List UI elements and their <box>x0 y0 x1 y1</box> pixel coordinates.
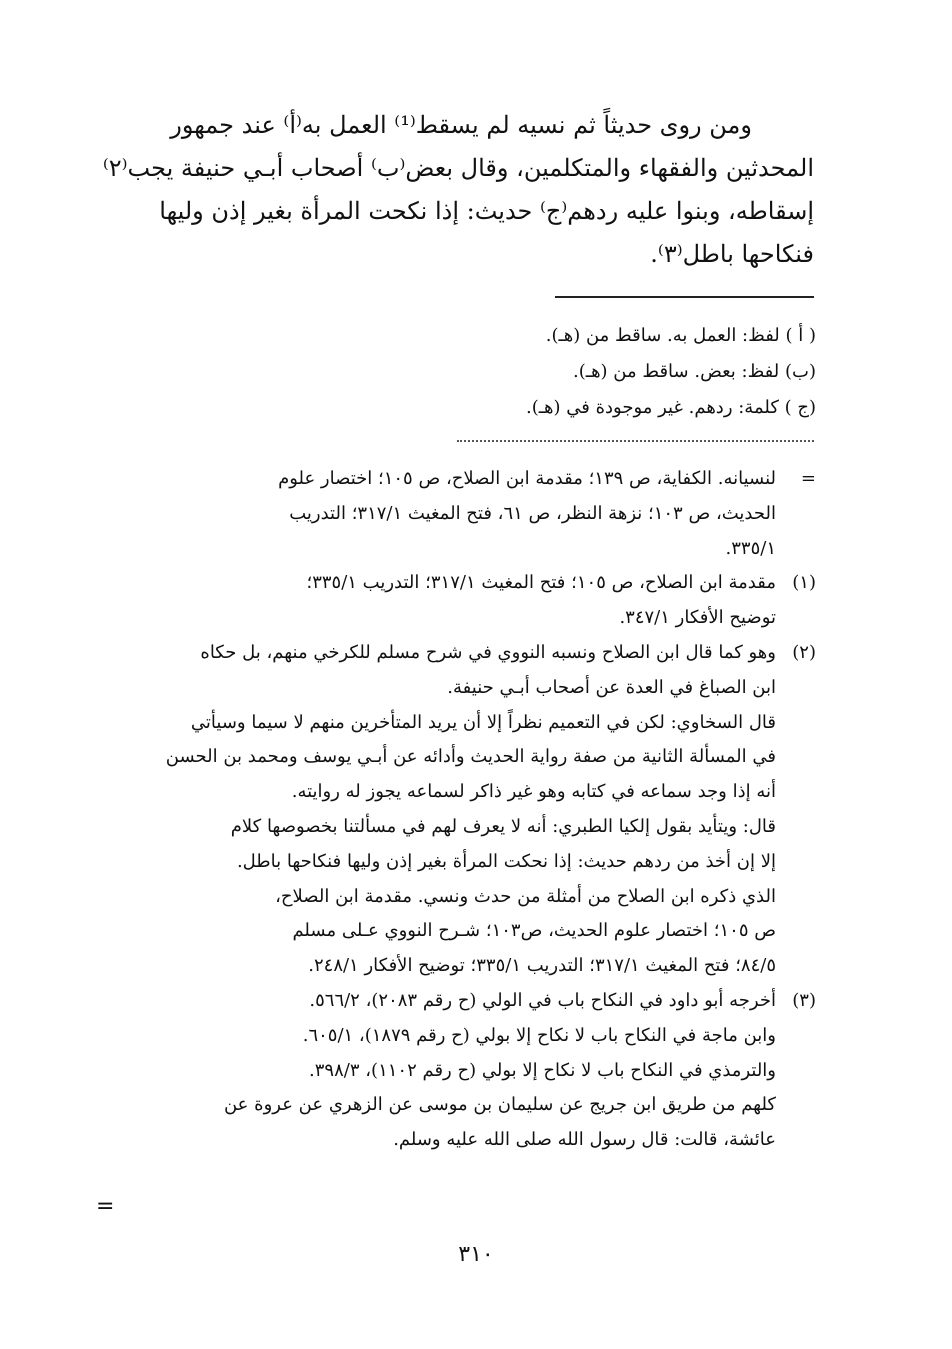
variant-note: (ج ) كلمة: ردهم. غير موجودة في (هـ). <box>526 397 816 418</box>
main-text-line: المحدثين والفقهاء والمتكلمين، وقال بعض⁽ب⁾ أصحاب أبـي حنيفة يجب⁽٢⁾ <box>102 154 814 182</box>
footnote-number: (٢) <box>792 641 816 663</box>
footnote-2 <box>126 636 816 984</box>
footnote-line: كلهم من طريق ابن جريج عن سليمان بن موسى عن الزهري عن عروة عن <box>223 1094 776 1116</box>
footnote-line: عائشة، قالت: قال رسول الله صلى الله عليه وسلم. <box>393 1129 776 1151</box>
footnote-line: الحديث، ص ١٠٣؛ نزهة النظر، ص ٦١، فتح المغيث ٣١٧/١؛ التدريب <box>289 502 776 524</box>
footnote-line: إلا إن أخذ من ردهم حديث: إذا نحكت المرأة بغير إذن وليها فنكاحها باطل. <box>236 850 776 872</box>
footnote-line: والترمذي في النكاح باب لا نكاح إلا بولي (ح رقم ١١٠٢)، ٣٩٨/٣. <box>309 1059 776 1081</box>
page-number: ٣١٠ <box>458 1242 494 1267</box>
variant-note: (ب) لفظ: بعض. ساقط من (هـ). <box>573 361 816 382</box>
footnote-line: قال السخاوي: لكن في التعميم نظراً إلا أن يريد المتأخرين منهم لا سيما وسيأتي <box>190 711 776 733</box>
footnote-line: أخرجه أبو داود في النكاح باب في الولي (ح رقم ٢٠٨٣)، ٥٦٦/٢. <box>309 989 776 1011</box>
footnote-separator <box>555 296 814 298</box>
footnotes <box>126 462 816 1158</box>
continuation-marker: = <box>800 468 816 489</box>
variant-notes <box>136 318 816 426</box>
footnote-line: مقدمة ابن الصلاح، ص ١٠٥؛ فتح المغيث ٣١٧/١؛ التدريب ٣٣٥/١؛ <box>306 572 776 594</box>
footnote-number: (٣) <box>792 989 816 1011</box>
dotted-separator <box>457 440 814 442</box>
footnote-line: في المسألة الثانية من صفة رواية الحديث وأدائه عن أبـي يوسف ومحمد بن الحسن <box>165 746 776 768</box>
footnote-line: ٨٤/٥؛ فتح المغيث ٣١٧/١؛ التدريب ٣٣٥/١؛ توضيح الأفكار ٢٤٨/١. <box>308 955 776 977</box>
continues-marker: = <box>96 1194 115 1219</box>
footnote-line: لنسيانه. الكفاية، ص ١٣٩؛ مقدمة ابن الصلاح، ص ١٠٥؛ اختصار علوم <box>278 468 776 489</box>
footnote-line: ابن الصباغ في العدة عن أصحاب أبـي حنيفة. <box>447 676 776 698</box>
footnote-line: قال: ويتأيد بقول إلكيا الطبري: أنه لا يعرف لهم في مسألتنا بخصوصها كلام <box>230 815 776 837</box>
footnote-line: أنه إذا وجد سماعه في كتابه وهو غير ذاكر لسماعه يجوز له روايته. <box>291 781 776 803</box>
main-text-line: ومن روى حديثاً ثم نسيه لم يسقط⁽¹⁾ العمل به⁽أ⁾ عند جمهور <box>170 111 752 139</box>
variant-note: ( أ ) لفظ: العمل به. ساقط من (هـ). <box>545 325 816 346</box>
footnote-line: توضيح الأفكار ٣٤٧/١. <box>619 607 776 629</box>
footnote-line: ص ١٠٥؛ اختصار علوم الحديث، ص١٠٣؛ شـرح النووي عـلى مسلم <box>292 920 776 942</box>
footnote-continuation <box>126 462 816 566</box>
main-text-line: فنكاحها باطل⁽٣⁾. <box>650 240 814 268</box>
footnote-3 <box>126 984 816 1158</box>
footnote-line: ٣٣٥/١. <box>725 537 776 559</box>
footnote-line: وابن ماجة في النكاح باب لا نكاح إلا بولي (ح رقم ١٨٧٩)، ٦٠٥/١. <box>302 1024 776 1046</box>
main-text-line: إسقاطه، وبنوا عليه ردهم⁽ج⁾ حديث: إذا نكحت المرأة بغير إذن وليها <box>159 197 814 225</box>
footnote-number: (١) <box>792 572 816 594</box>
footnote-line: وهو كما قال ابن الصلاح ونسبه النووي في شرح مسلم للكرخي منهم، بل حكاه <box>200 641 776 663</box>
footnote-1 <box>126 566 816 636</box>
main-text <box>102 104 814 276</box>
footnote-line: الذي ذكره ابن الصلاح من أمثلة من حدث ونسي. مقدمة ابن الصلاح، <box>275 885 776 907</box>
